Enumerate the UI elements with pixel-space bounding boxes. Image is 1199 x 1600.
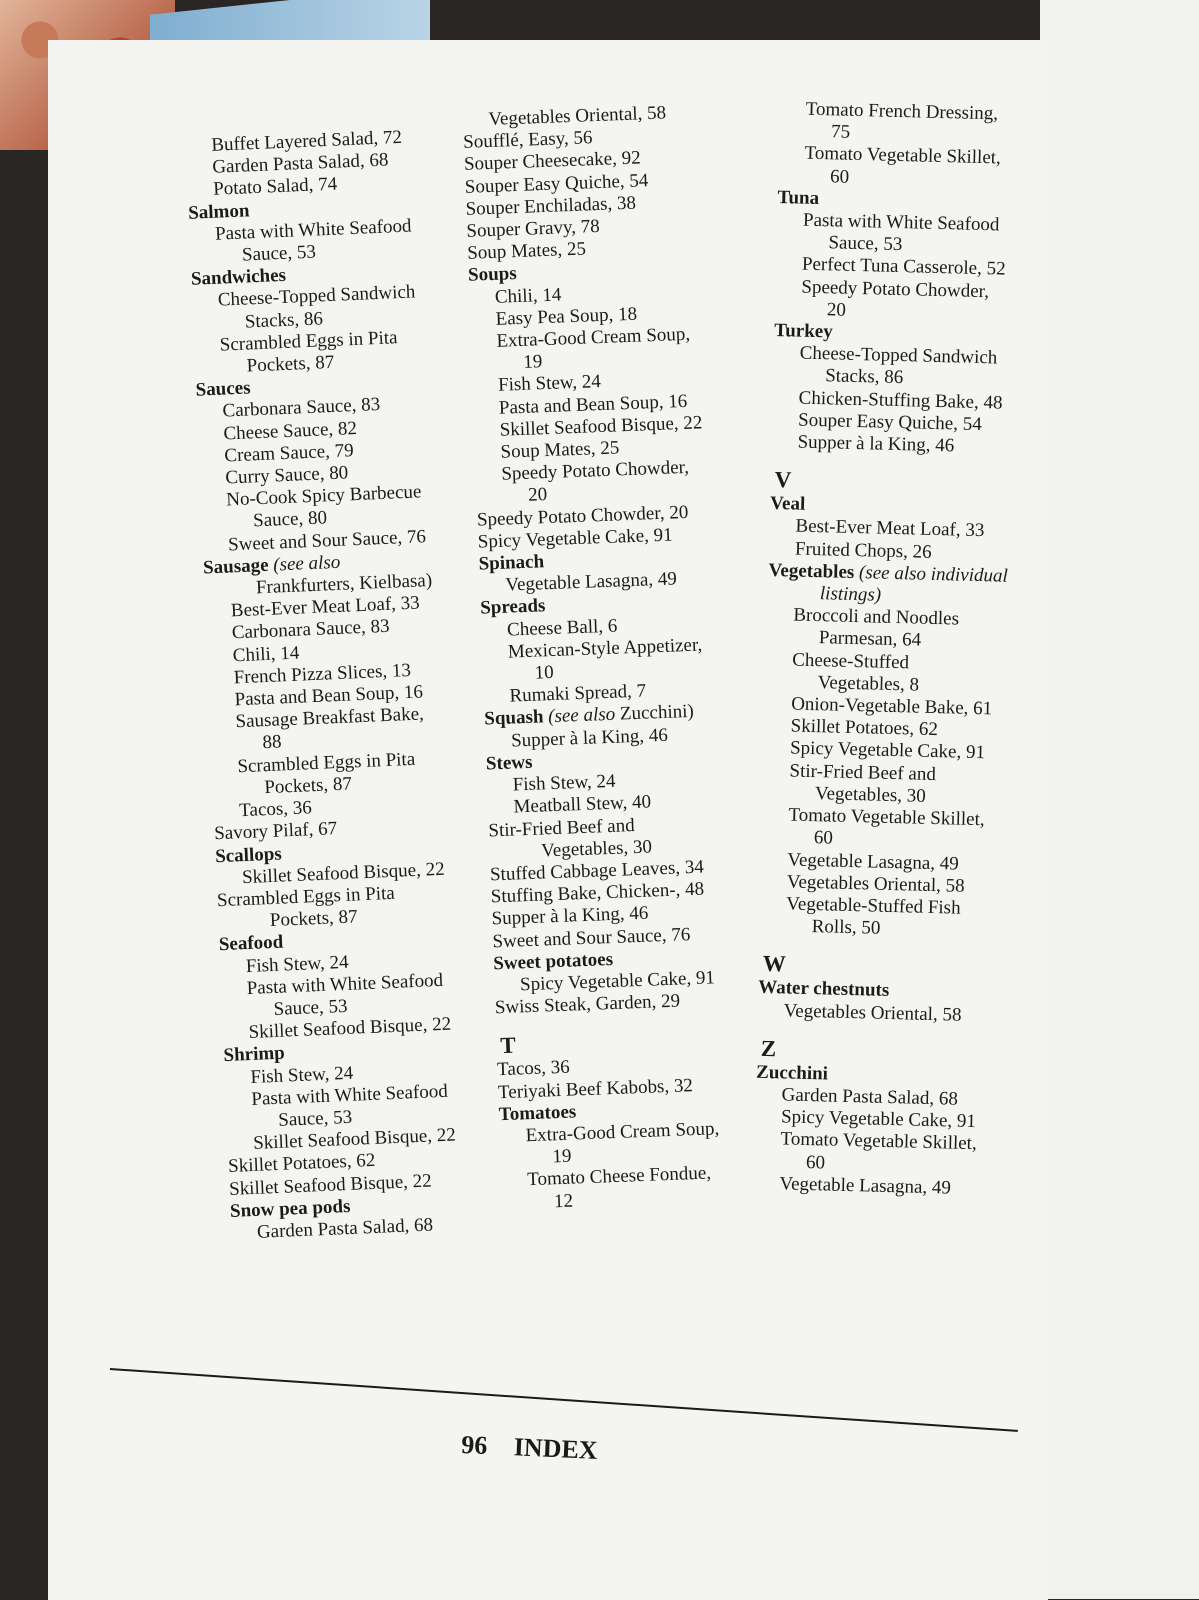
entry-text: Souper Gravy, 78 xyxy=(466,215,601,242)
entry-text: Souper Easy Quiche, 54 xyxy=(464,169,649,198)
entry-text: Tacos, 36 xyxy=(238,797,313,822)
entry-text: Tomato Vegetable Skillet, xyxy=(780,1128,977,1155)
entry-text: Fruited Chops, 26 xyxy=(794,538,932,563)
entry-text: Scrambled Eggs in Pita xyxy=(216,882,396,912)
entry-text: Supper à la King, 46 xyxy=(510,724,669,752)
entry-text: Fish Stew, 24 xyxy=(497,371,602,397)
entry-text: Buffet Layered Salad, 72 xyxy=(210,126,403,156)
entry-text: 20 xyxy=(527,484,548,507)
entry-text: Carbonara Sauce, 83 xyxy=(231,616,390,644)
entry-text: Z xyxy=(760,1035,777,1061)
entry-text: Pasta and Bean Soup, 16 xyxy=(234,681,424,711)
entry-text: Extra-Good Cream Soup, xyxy=(525,1118,720,1147)
entry-text: Stir-Fried Beef and xyxy=(789,760,937,785)
entry-text: Fish Stew, 24 xyxy=(512,770,616,796)
entry-text: Tacos, 36 xyxy=(496,1056,571,1081)
entry-note-tail: Zucchini) xyxy=(614,701,695,726)
entry-text: Rolls, 50 xyxy=(811,916,881,939)
entry-text: Chicken-Stuffing Bake, 48 xyxy=(798,387,1003,414)
entry-text: Sausage xyxy=(202,554,269,579)
entry-text: Sauce, 53 xyxy=(273,995,348,1020)
entry-text: 75 xyxy=(830,121,851,143)
entry-text: Skillet Seafood Bisque, 22 xyxy=(241,858,446,888)
entry-text: Spicy Vegetable Cake, 91 xyxy=(519,967,716,996)
entry-text: Snow pea pods xyxy=(229,1195,351,1222)
entry-text: 19 xyxy=(552,1145,572,1168)
entry-text: Tomato Vegetable Skillet, xyxy=(788,804,985,831)
entry-text: 20 xyxy=(826,299,847,321)
entry-text: Stuffing Bake, Chicken-, 48 xyxy=(490,878,705,908)
entry-text: Sweet and Sour Sauce, 76 xyxy=(227,525,427,556)
entry-text: Tomatoes xyxy=(498,1101,577,1125)
entry-text: Cream Sauce, 79 xyxy=(223,439,355,467)
entry-text: Easy Pea Soup, 18 xyxy=(495,303,638,330)
entry-text: W xyxy=(762,951,787,977)
entry-text: Stuffed Cabbage Leaves, 34 xyxy=(489,856,705,886)
entry-text: Cheese-Stuffed xyxy=(792,649,910,674)
entry-text: Sauce, 80 xyxy=(252,507,328,532)
entry-text: Turkey xyxy=(774,320,833,343)
entry-text: Squash xyxy=(483,706,544,730)
entry-text: Meatball Stew, 40 xyxy=(513,791,652,818)
entry-text: Souper Enchiladas, 38 xyxy=(465,192,637,220)
entry-text: Skillet Potatoes, 62 xyxy=(227,1150,376,1178)
entry-text: Cheese-Topped Sandwich xyxy=(799,342,998,369)
page-number: 96 xyxy=(460,1430,488,1461)
entry-text: Sweet and Sour Sauce, 76 xyxy=(492,923,691,952)
entry-text: Pasta and Bean Soup, 16 xyxy=(498,390,688,419)
entry-text: Souper Cheesecake, 92 xyxy=(463,147,642,176)
entry-text: Shrimp xyxy=(223,1042,286,1067)
entry-text: Stir-Fried Beef and xyxy=(488,814,636,841)
entry-text: Tomato Cheese Fondue, xyxy=(526,1162,712,1191)
entry-text: Vegetables Oriental, 58 xyxy=(487,102,667,130)
entry-text: Pasta with White Seafood xyxy=(250,1080,449,1110)
entry-text: Potato Salad, 74 xyxy=(212,174,338,201)
entry-text: Sausage Breakfast Bake, xyxy=(235,703,425,733)
entry-text: Supper à la King, 46 xyxy=(797,431,955,457)
section-title: INDEX xyxy=(513,1432,599,1465)
entry-text: Supper à la King, 46 xyxy=(491,902,649,930)
entry-text: Garden Pasta Salad, 68 xyxy=(211,149,389,178)
entry-text: Soufflé, Easy, 56 xyxy=(462,127,593,154)
entry-text: Speedy Potato Chowder, xyxy=(801,276,990,302)
entry-text: Speedy Potato Chowder, xyxy=(500,457,690,485)
entry-text: V xyxy=(774,467,792,493)
entry-text: Garden Pasta Salad, 68 xyxy=(256,1214,434,1243)
entry-text: Vegetables, 30 xyxy=(814,783,927,807)
entry-text: Pockets, 87 xyxy=(246,351,335,377)
entry-text: listings) xyxy=(819,583,882,606)
entry-text: Carbonara Sauce, 83 xyxy=(222,394,381,423)
entry-text: Pasta with White Seafood xyxy=(214,215,412,245)
entry-text: Frankfurters, Kielbasa) xyxy=(255,570,433,599)
entry-text: Soup Mates, 25 xyxy=(466,238,587,265)
entry-text: Scrambled Eggs in Pita xyxy=(219,327,398,356)
entry-note: (see also xyxy=(268,551,341,576)
entry-text: Best-Ever Meat Loaf, 33 xyxy=(230,592,421,622)
entry-text: 19 xyxy=(522,351,543,374)
entry-text: Vegetable Lasagna, 49 xyxy=(779,1173,952,1199)
entry-text: Parmesan, 64 xyxy=(818,627,922,652)
entry-text: Vegetable-Stuffed Fish xyxy=(786,893,961,919)
entry-text: Pockets, 87 xyxy=(269,906,358,932)
entry-text: 12 xyxy=(553,1190,574,1212)
entry-text: Teriyaki Beef Kabobs, 32 xyxy=(497,1074,694,1103)
entry-text: Skillet Seafood Bisque, 22 xyxy=(228,1170,433,1200)
entry-text: Seafood xyxy=(218,931,284,956)
entry-text: Pasta with White Seafood xyxy=(802,209,1000,236)
entry-text: Curry Sauce, 80 xyxy=(224,462,349,489)
entry-text: Spreads xyxy=(479,595,546,620)
entry-text: Water chestnuts xyxy=(758,977,890,1002)
entry-text: Vegetable Lasagna, 49 xyxy=(787,848,960,875)
entry-text: 88 xyxy=(262,731,282,754)
entry-text: 10 xyxy=(534,662,555,684)
entry-text: Sandwiches xyxy=(190,265,287,290)
entry-text: Rumaki Spread, 7 xyxy=(509,680,647,707)
entry-text: Sauces xyxy=(195,377,251,401)
entry-text: No-Cook Spicy Barbecue xyxy=(225,481,422,511)
entry-text: Cheese Ball, 6 xyxy=(506,615,618,641)
entry-text: Spicy Vegetable Cake, 91 xyxy=(789,737,986,764)
entry-text: Perfect Tuna Casserole, 52 xyxy=(801,254,1006,281)
entry-text: Cheese Sauce, 82 xyxy=(223,417,358,445)
entry-text: Pasta with White Seafood xyxy=(246,969,444,999)
entry-text: 60 xyxy=(813,827,834,849)
entry-text: Speedy Potato Chowder, 20 xyxy=(476,501,689,531)
entry-text: Tomato Vegetable Skillet, xyxy=(804,143,1002,169)
entry-text: Veal xyxy=(769,493,806,516)
entry-text: Salmon xyxy=(187,199,250,224)
entry-text: Chili, 14 xyxy=(494,284,562,308)
entry-text: Skillet Seafood Bisque, 22 xyxy=(248,1013,452,1044)
entry-text: Tuna xyxy=(777,186,820,209)
entry-text: Pockets, 87 xyxy=(263,773,353,799)
index-column-3 xyxy=(751,98,1088,1202)
entry-text: Stacks, 86 xyxy=(824,365,904,389)
entry-text: Vegetables Oriental, 58 xyxy=(783,999,962,1026)
entry-text: Skillet Seafood Bisque, 22 xyxy=(252,1124,457,1155)
entry-text: Stews xyxy=(485,751,533,775)
entry-text: Onion-Vegetable Bake, 61 xyxy=(790,693,993,720)
entry-text: French Pizza Slices, 13 xyxy=(233,659,412,689)
entry-text: T xyxy=(499,1032,517,1059)
entry-text: Broccoli and Noodles xyxy=(793,604,960,630)
entry-text: 60 xyxy=(829,165,850,188)
entry-text: Vegetables Oriental, 58 xyxy=(786,871,965,897)
entry-text: Sweet potatoes xyxy=(492,948,614,975)
entry-text: Vegetables, 30 xyxy=(540,836,653,862)
entry-text: Spicy Vegetable Cake, 91 xyxy=(477,524,673,553)
entry-text: Souper Easy Quiche, 54 xyxy=(797,409,982,435)
entry-text: Best-Ever Meat Loaf, 33 xyxy=(795,516,985,542)
entry-text: Soups xyxy=(467,263,518,287)
entry-text: Vegetable Lasagna, 49 xyxy=(505,568,678,596)
entry-note: (see also individual xyxy=(854,561,1009,587)
entry-text: Skillet Potatoes, 62 xyxy=(790,715,939,741)
entry-text: Extra-Good Cream Soup, xyxy=(496,323,691,352)
entry-text: Sauce, 53 xyxy=(828,232,903,256)
entry-text: Vegetables, 8 xyxy=(817,672,920,696)
entry-text: Stacks, 86 xyxy=(244,307,324,333)
entry-text: Swiss Steak, Garden, 29 xyxy=(494,990,681,1019)
entry-text: Vegetables xyxy=(768,559,855,583)
entry-text: Fish Stew, 24 xyxy=(250,1062,354,1088)
entry-text: Skillet Seafood Bisque, 22 xyxy=(499,412,703,441)
entry-text: Garden Pasta Salad, 68 xyxy=(781,1084,959,1110)
entry-text: Soup Mates, 25 xyxy=(500,437,620,463)
entry-text: Fish Stew, 24 xyxy=(245,951,349,977)
entry-text: Scallops xyxy=(214,843,283,867)
entry-text: Spinach xyxy=(478,551,545,575)
entry-text: Savory Pilaf, 67 xyxy=(213,818,338,845)
entry-text: Sauce, 53 xyxy=(241,241,317,266)
entry-text: Cheese-Topped Sandwich xyxy=(217,281,416,312)
entry-text: Sauce, 53 xyxy=(277,1106,353,1131)
entry-text: Zucchini xyxy=(755,1061,829,1085)
entry-text: Spicy Vegetable Cake, 91 xyxy=(780,1106,977,1133)
entry-note: (see also xyxy=(543,704,616,728)
entry-text: Chili, 14 xyxy=(232,642,300,667)
entry-text: 60 xyxy=(805,1151,826,1173)
entry-text: Mexican-Style Appetizer, xyxy=(507,634,703,663)
index-page xyxy=(48,40,1048,1600)
entry-text: Tomato French Dressing, xyxy=(805,98,999,125)
entry-text: Scrambled Eggs in Pita xyxy=(237,748,416,777)
